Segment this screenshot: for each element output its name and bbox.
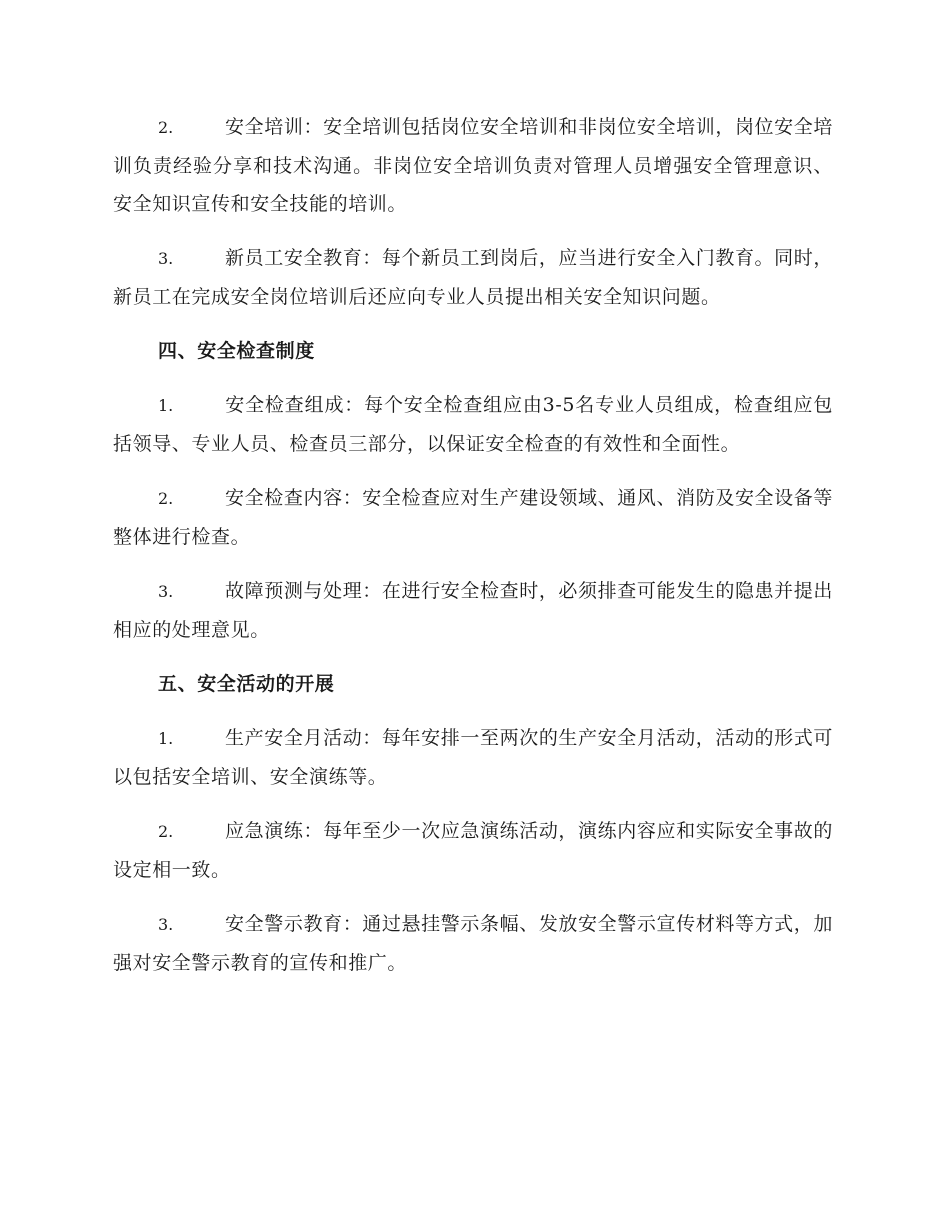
section-heading: 四、安全检查制度 <box>158 340 315 362</box>
item-text: 生产安全月活动：每年安排一至两次的生产安全月活动，活动的形式可以包括安全培训、安全演练等。 <box>113 727 833 788</box>
item-number: 1. <box>158 396 174 415</box>
item-number: 1. <box>158 729 174 748</box>
item-number: 3. <box>158 582 174 601</box>
item-number: 3. <box>158 915 174 934</box>
item-text: 安全警示教育：通过悬挂警示条幅、发放安全警示宣传材料等方式，加强对安全警示教育的宣传和推广。 <box>113 913 833 974</box>
list-item <box>113 719 833 796</box>
item-text: 应急演练：每年至少一次应急演练活动，演练内容应和实际安全事故的设定相一致。 <box>113 820 833 881</box>
list-item <box>113 812 833 889</box>
item-text: 故障预测与处理：在进行安全检查时，必须排查可能发生的隐患并提出相应的处理意见。 <box>113 580 833 641</box>
item-number: 2. <box>158 118 174 137</box>
item-number: 2. <box>158 489 174 508</box>
list-item <box>113 239 833 316</box>
item-text: 新员工安全教育：每个新员工到岗后，应当进行安全入门教育。同时，新员工在完成安全岗位培训后还应向专业人员提出相关安全知识问题。 <box>113 247 833 308</box>
list-item <box>113 108 833 223</box>
list-item <box>113 905 833 982</box>
item-number: 2. <box>158 822 174 841</box>
list-item <box>113 386 833 463</box>
item-text: 安全检查内容：安全检查应对生产建设领域、通风、消防及安全设备等整体进行检查。 <box>113 487 833 548</box>
item-text: 安全培训：安全培训包括岗位安全培训和非岗位安全培训，岗位安全培训负责经验分享和技术沟通。非岗位安全培训负责对管理人员增强安全管理意识、安全知识宣传和安全技能的培训。 <box>113 116 833 215</box>
item-text: 安全检查组成：每个安全检查组应由3-5名专业人员组成，检查组应包括领导、专业人员、检查员三部分，以保证安全检查的有效性和全面性。 <box>113 394 833 455</box>
item-number: 3. <box>158 249 174 268</box>
section-heading: 五、安全活动的开展 <box>158 673 335 695</box>
list-item <box>113 479 833 556</box>
list-item <box>113 572 833 649</box>
document-body <box>113 108 833 998</box>
